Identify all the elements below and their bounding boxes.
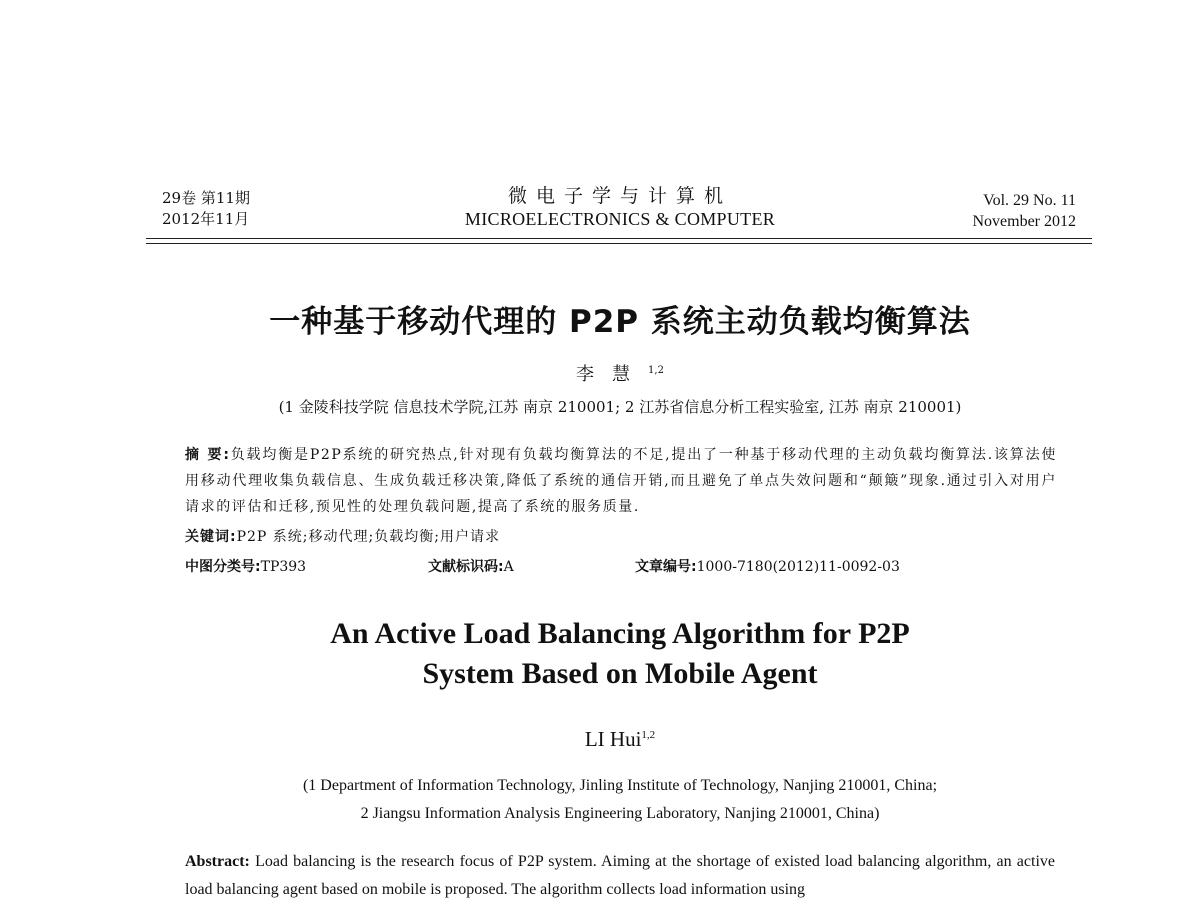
document-code-value: A (503, 559, 514, 575)
header-rule-thin (146, 243, 1092, 244)
keywords-cn (185, 526, 500, 546)
abstract-en (185, 848, 1055, 904)
document-code-label: 文献标识码: (428, 559, 504, 575)
header-issue-cn (162, 188, 250, 230)
author-affil-sup-en: 1,2 (641, 729, 656, 741)
clc-value: TP393 (260, 559, 307, 575)
volume-issue-cn: 29卷 第11期 (162, 189, 250, 207)
affiliation-cn: (1 金陵科技学院 信息技术学院,江苏 南京 210001; 2 江苏省信息分析工程实验室, 江苏 南京 210001) (278, 398, 962, 416)
abstract-text-en: Load balancing is the research focus of P2P system. Aiming at the shortage of existed load balancing algorithm, an active load balancing agent based on mobile is proposed. The algorithm collects load information using (185, 853, 1055, 898)
affiliation-en (0, 772, 1200, 828)
abstract-text-cn: 负载均衡是P2P系统的研究热点,针对现有负载均衡算法的不足,提出了一种基于移动代理的主动负载均衡算法.该算法使用移动代理收集负载信息、生成负载迁移决策,降低了系统的通信开销,而且避免了单点失效问题和“颠簸”现象.通过引入对用户请求的评估和迁移,预见性的处理负载问题,提高了系统的服务质量. (185, 447, 1057, 515)
date-en: November 2012 (972, 213, 1076, 230)
paper-title-en (0, 614, 1200, 694)
clc-label: 中图分类号: (185, 559, 261, 575)
title-en-line1: An Active Load Balancing Algorithm for P2P (330, 617, 910, 650)
abstract-label-cn: 摘 要: (185, 447, 231, 463)
header-rule-thick (146, 238, 1092, 239)
paper-title-cn: 一种基于移动代理的 P2P 系统主动负载均衡算法 (269, 304, 971, 340)
title-en-line2: System Based on Mobile Agent (422, 657, 818, 690)
author-affil-sup-cn: 1,2 (648, 365, 664, 376)
clc-number (185, 556, 306, 576)
author-name-cn: 李慧 (576, 364, 649, 385)
article-number (635, 556, 900, 576)
keywords-text-cn: P2P 系统;移动代理;负载均衡;用户请求 (236, 529, 500, 545)
affiliation-en-line2: 2 Jiangsu Information Analysis Engineering Laboratory, Nanjing 210001, China) (360, 805, 880, 822)
author-en (0, 727, 1200, 752)
document-code (428, 556, 514, 576)
abstract-cn (185, 442, 1057, 520)
volume-issue-en: Vol. 29 No. 11 (983, 192, 1076, 209)
author-name-en: LI Hui (584, 727, 642, 751)
journal-name-cn: 微电子学与计算机 (507, 185, 732, 207)
date-cn: 2012年11月 (162, 210, 250, 228)
article-number-label: 文章编号: (635, 559, 697, 575)
author-cn (0, 360, 1200, 386)
journal-name-en: MICROELECTRONICS & COMPUTER (464, 209, 776, 229)
abstract-label-en: Abstract: (185, 853, 250, 870)
header-issue-en (972, 190, 1076, 232)
affiliation-en-line1: (1 Department of Information Technology, Jinling Institute of Technology, Nanjing 210001, China; (302, 777, 938, 794)
journal-masthead (420, 184, 820, 230)
article-number-value: 1000-7180(2012)11-0092-03 (696, 559, 900, 575)
keywords-label-cn: 关键词: (185, 529, 237, 545)
